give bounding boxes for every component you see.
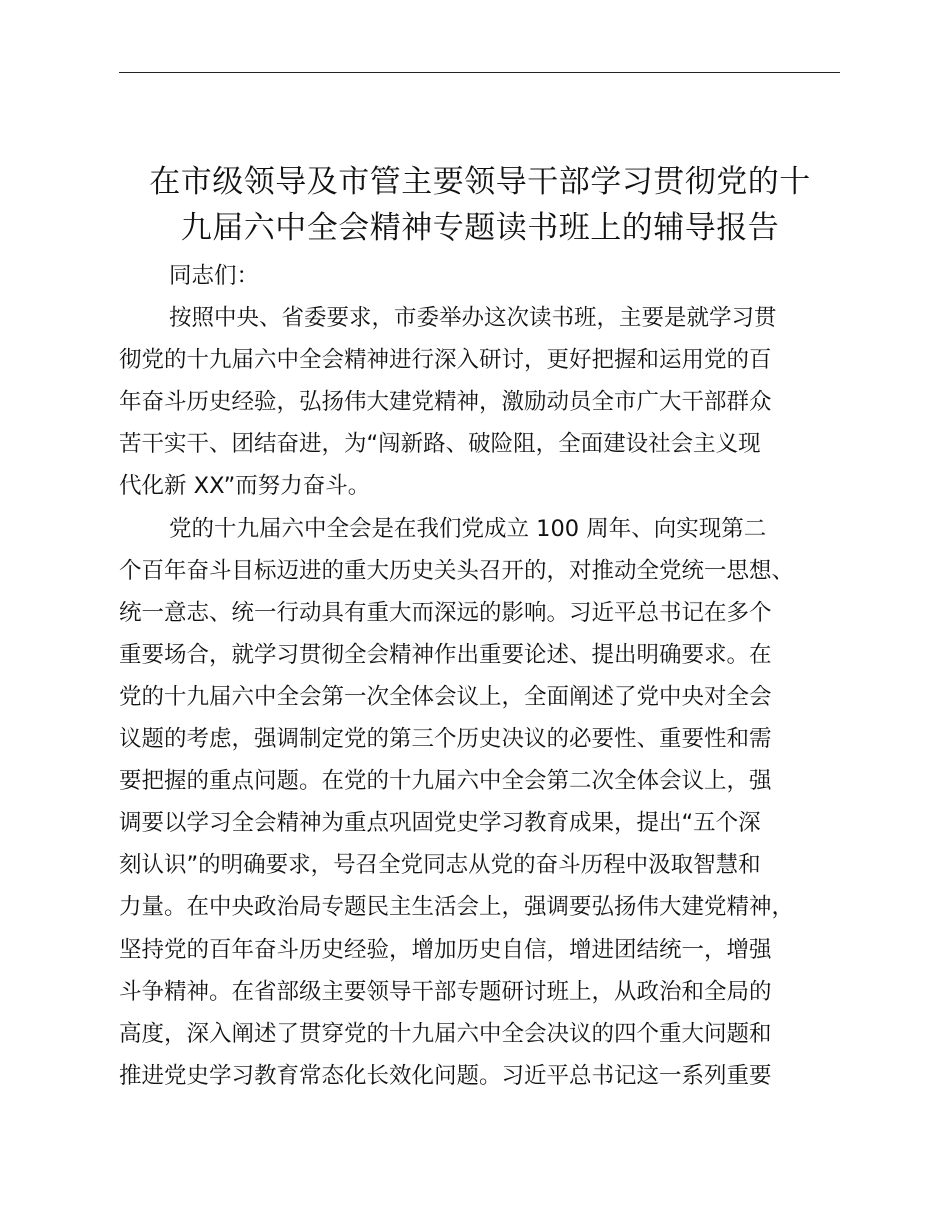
paragraph-line: 刻认识”的明确要求，号召全党同志从党的奋斗历程中汲取智慧和 bbox=[119, 852, 761, 879]
salutation: 同志们： bbox=[169, 263, 260, 289]
paragraph-2 bbox=[119, 508, 859, 1097]
paragraph-line: 议题的考虑，强调制定党的第三个历史决议的必要性、重要性和需 bbox=[119, 726, 772, 753]
paragraph-line: 要把握的重点问题。在党的十九届六中全会第二次全体会议上，强 bbox=[119, 768, 772, 795]
paragraph-line: 年奋斗历史经验，弘扬伟大建党精神，激励动员全市广大干部群众 bbox=[119, 389, 772, 416]
paragraph-line: 党的十九届六中全会第一次全体会议上，全面阐述了党中央对全会 bbox=[119, 683, 772, 710]
paragraph-line: 坚持党的百年奋斗历史经验，增加历史自信，增进团结统一，增强 bbox=[119, 936, 772, 963]
paragraph-line: 个百年奋斗目标迈进的重大历史关头召开的，对推动全党统一思想、 bbox=[119, 557, 795, 584]
document-title bbox=[110, 159, 850, 251]
paragraph-line: 统一意志、统一行动具有重大而深远的影响。习近平总书记在多个 bbox=[119, 599, 772, 626]
title-line: 在市级领导及市管主要领导干部学习贯彻党的十 bbox=[149, 163, 811, 200]
header-rule bbox=[119, 72, 840, 73]
paragraph-line: 高度，深入阐述了贯穿党的十九届六中全会决议的四个重大问题和 bbox=[119, 1020, 772, 1047]
paragraph-line: 党的十九届六中全会是在我们党成立 100 周年、向实现第二 bbox=[169, 515, 767, 542]
paragraph-line: 推进党史学习教育常态化长效化问题。习近平总书记这一系列重要 bbox=[119, 1062, 772, 1089]
paragraph-line: 调要以学习全会精神为重点巩固党史学习教育成果，提出“五个深 bbox=[119, 810, 761, 837]
paragraph-line: 重要场合，就学习贯彻全会精神作出重要论述、提出明确要求。在 bbox=[119, 641, 772, 668]
document-body bbox=[119, 255, 859, 1097]
paragraph-line: 按照中央、省委要求，市委举办这次读书班，主要是就学习贯 bbox=[169, 305, 777, 332]
paragraph-line: 彻党的十九届六中全会精神进行深入研讨，更好把握和运用党的百 bbox=[119, 347, 772, 374]
paragraph-line: 苦干实干、团结奋进，为“闯新路、破险阻，全面建设社会主义现 bbox=[119, 431, 761, 458]
paragraph-line: 代化新 XX”而努力奋斗。 bbox=[119, 473, 371, 500]
title-line: 九届六中全会精神专题读书班上的辅导报告 bbox=[180, 209, 780, 246]
paragraph-1 bbox=[119, 297, 859, 507]
paragraph-line: 斗争精神。在省部级主要领导干部专题研讨班上，从政治和全局的 bbox=[119, 978, 772, 1005]
paragraph-line: 力量。在中央政治局专题民主生活会上，强调要弘扬伟大建党精神， bbox=[119, 894, 795, 921]
